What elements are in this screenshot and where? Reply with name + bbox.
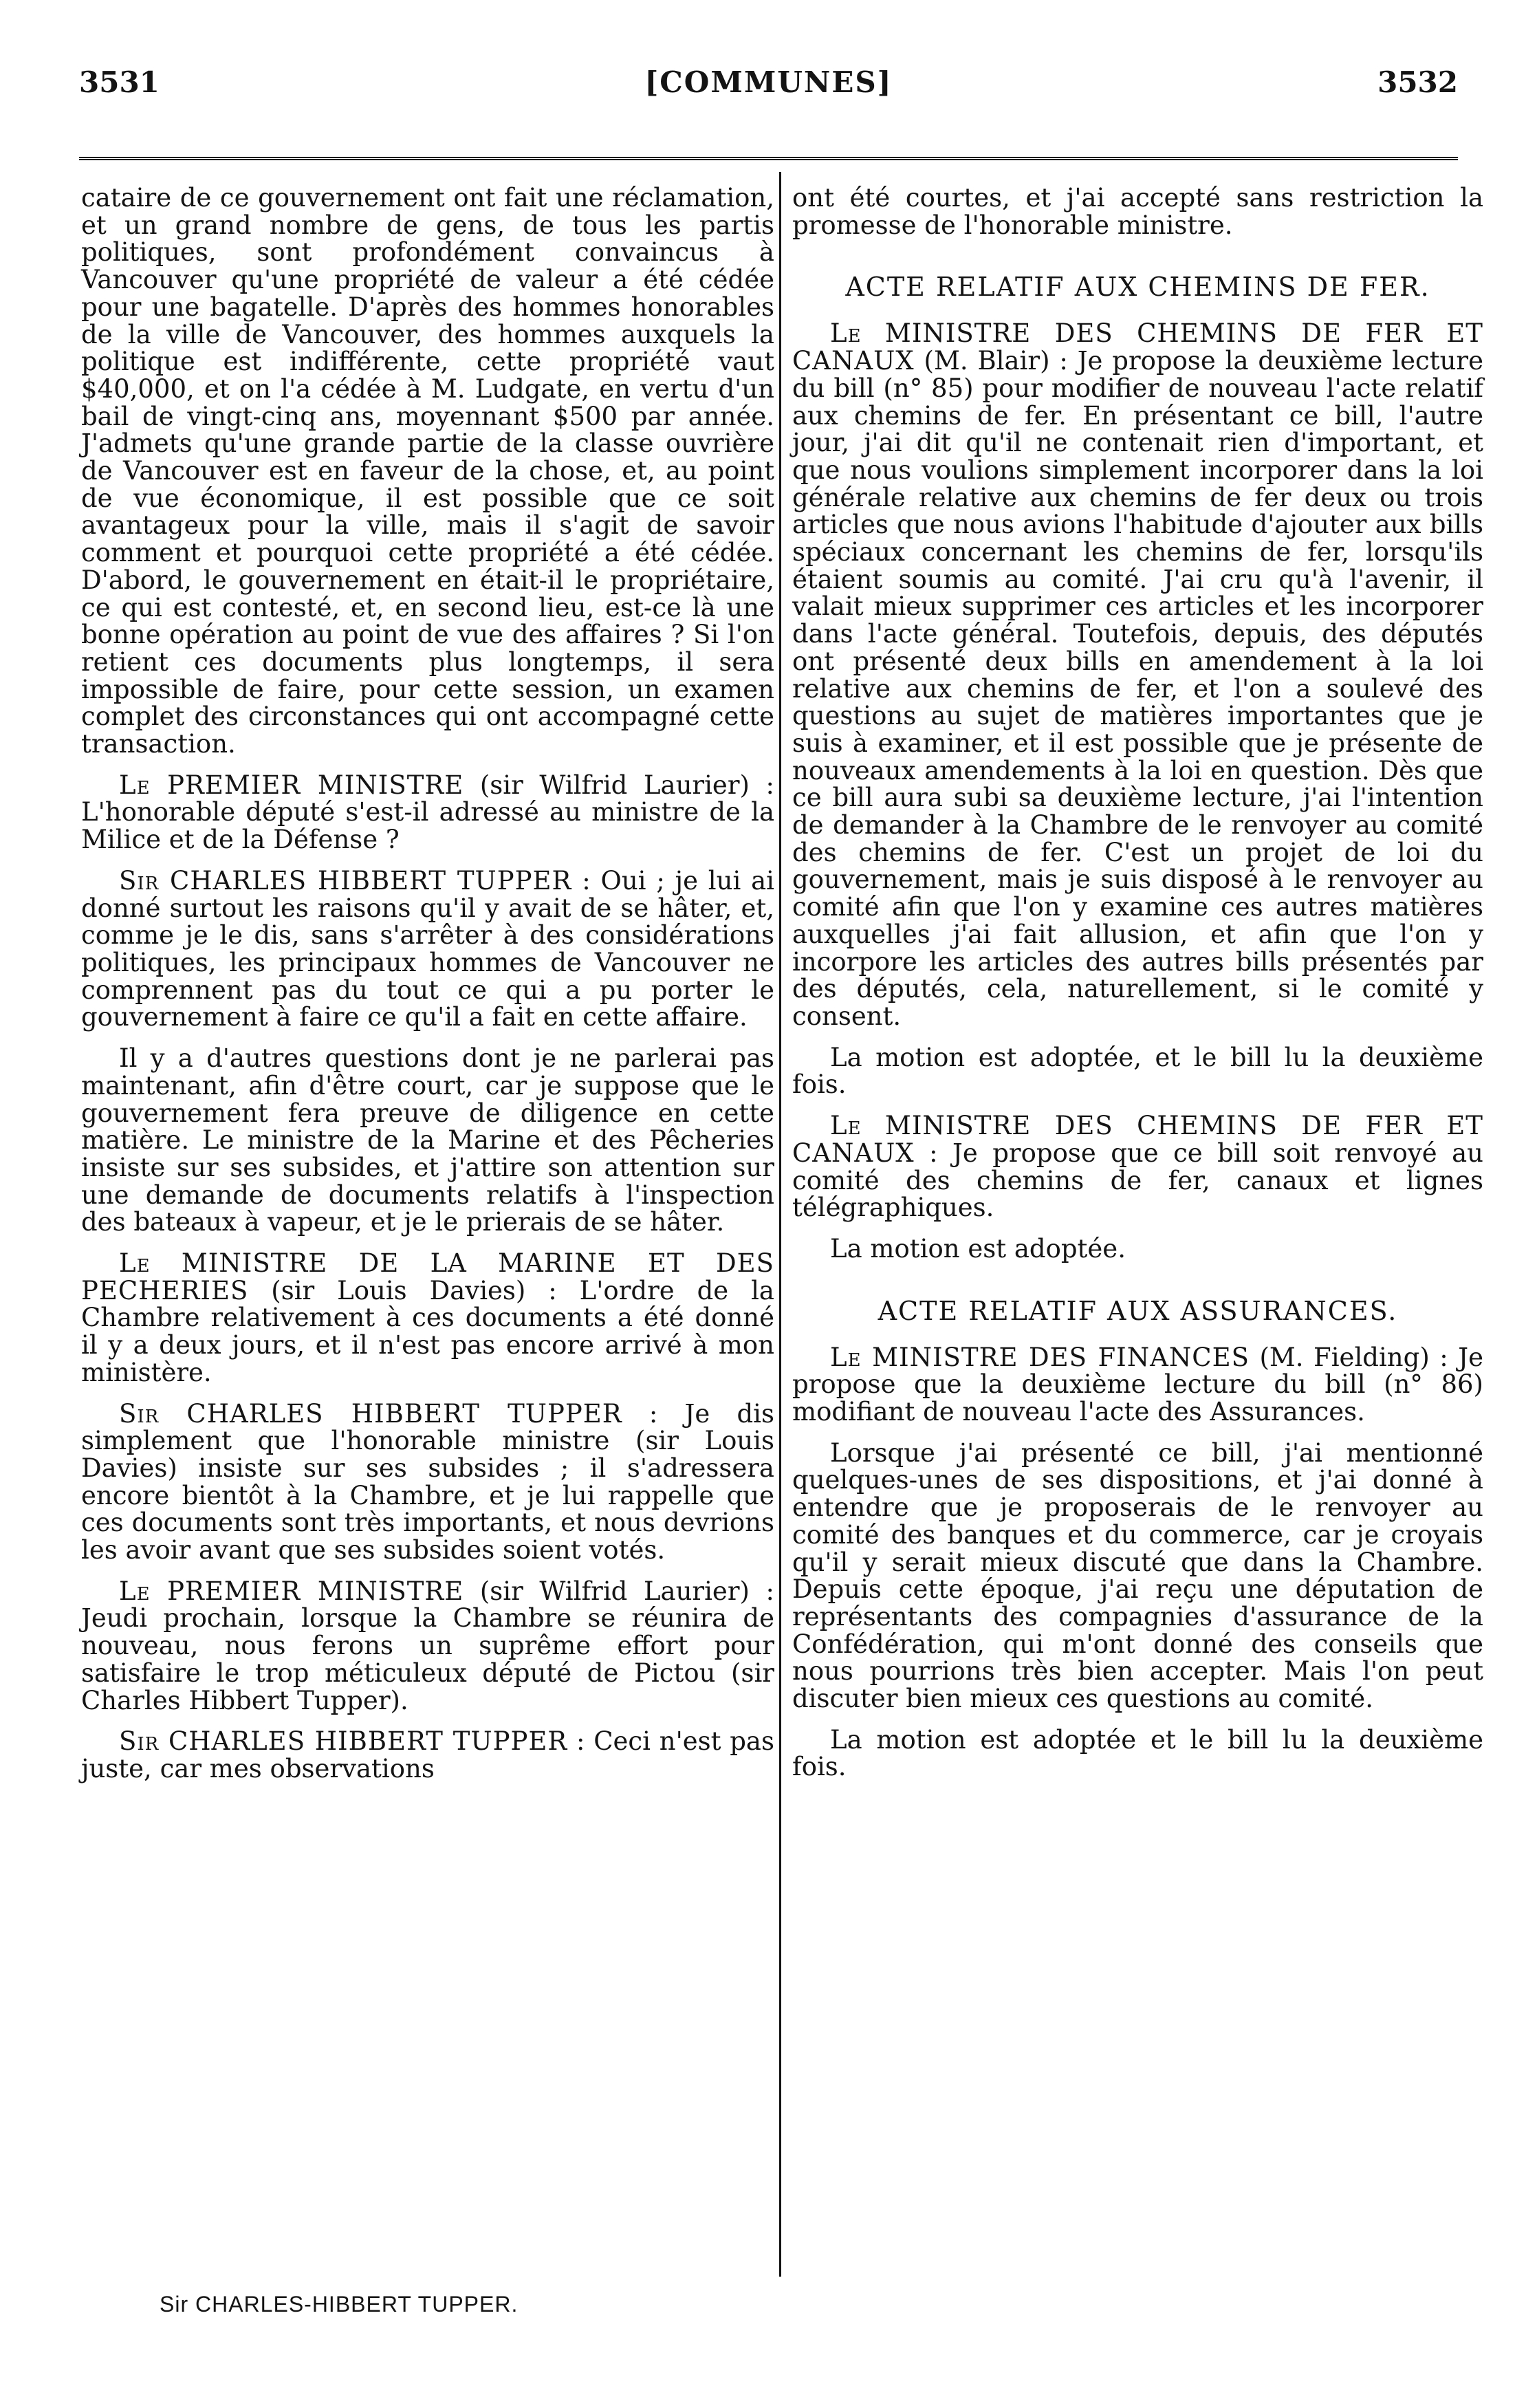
- paragraph: La motion est adoptée et le bill lu la deuxième fois.: [792, 1724, 1483, 1782]
- speech-text: : Ceci n'est pas juste, car mes observations: [81, 1726, 774, 1783]
- paragraph: ont été courtes, et j'ai accepté sans restriction la promesse de l'honorable ministre.: [792, 183, 1483, 240]
- speaker-name: Le MINISTRE DES CHEMINS DE FER ET CANAUX: [792, 318, 1483, 376]
- speaker-name: Le PREMIER MINISTRE: [119, 1576, 464, 1606]
- speech-text: (sir Wilfrid Laurier) : L'honorable député s'est-il adressé au ministre de la Milice et de la Défense ?: [81, 770, 774, 855]
- section-heading: ACTE RELATIF AUX ASSURANCES.: [877, 1295, 1398, 1326]
- speaker-name: Le MINISTRE DE LA MARINE ET DES PECHERIES: [81, 1248, 774, 1305]
- paragraph: [81, 772, 774, 854]
- paragraph: [81, 1250, 774, 1387]
- paragraph: La motion est adoptée, et le bill lu la deuxième fois.: [792, 1042, 1483, 1100]
- speaker-name: Le PREMIER MINISTRE: [119, 770, 464, 800]
- paragraph: [81, 867, 774, 1031]
- paragraph: [81, 1400, 774, 1564]
- speaker-name: Le MINISTRE DES CHEMINS DE FER ET CANAUX: [792, 1111, 1483, 1168]
- paragraph: Lorsque j'ai présenté ce bill, j'ai mentionné quelques-unes de ses dispositions, et j'ai donné à entendre que je proposerais de le renvoyer au comité des banques et du commerce, car je croyais qu'il y serait mieux discuté que dans la Chambre. Depuis cette époque, j'ai reçu une députation de représentants des compagnies d'assurance de la Confédération, qui m'ont donné des conseils que nous pourrions très bien accepter. Mais l'on peut discuter bien mieux ces questions au comité.: [792, 1438, 1483, 1714]
- paragraph: cataire de ce gouvernement ont fait une réclamation, et un grand nombre de gens, de tous les partis politiques, sont profondément convaincus à Vancouver qu'une propriété de valeur a été cédée pour une bagatelle. D'après des hommes honorables de la ville de Vancouver, des hommes auxquels la politique est indifférente, cette propriété vaut $40,000, et on l'a cédée à M. Ludgate, en vertu d'un bail de vingt-cinq ans, moyennant $500 par année. J'admets qu'une grande partie de la classe ouvrière de Vancouver est en faveur de la chose, et, au point de vue économique, il est possible que ce soit avantageux pour la ville, mais il s'agit de savoir comment et pourquoi cette propriété a été cédée. D'abord, le gouvernement en était-il le propriétaire, ce qui est contesté, et, en second lieu, est-ce là une bonne opération au point de vue des affaires ? Si l'on retient ces documents plus longtemps, il sera impossible de faire, pour cette session, un examen complet des circonstances qui ont accompagné cette transaction.: [81, 183, 774, 759]
- paragraph: [81, 1728, 774, 1782]
- column-divider: [779, 172, 781, 2277]
- paragraph: [81, 1578, 774, 1715]
- speaker-name: Le MINISTRE DES FINANCES: [830, 1342, 1250, 1372]
- paragraph: [792, 1344, 1483, 1426]
- speech-text: : Oui ; je lui ai donné surtout les raisons qu'il y avait de se hâter, et, comme je le dis, sans s'arrêter à des considérations politiques, les principaux hommes de Vancouver ne comprennent pas du tout ce qui a pu porter le gouvernement à faire ce qu'il a fait en cette affaire.: [81, 865, 774, 1032]
- paragraph: La motion est adoptée.: [830, 1233, 1126, 1263]
- speech-text: (sir Wilfrid Laurier) : Jeudi prochain, lorsque la Chambre se réunira de nouveau, nous ferons un suprême effort pour satisfaire le trop méticuleux député de Pictou (sir Charles Hibbert Tupper).: [81, 1576, 774, 1715]
- right-column: [792, 184, 1483, 1794]
- paragraph: [792, 320, 1483, 1030]
- running-footer: Sir CHARLES-HIBBERT TUPPER.: [160, 2292, 519, 2317]
- speaker-name: Sir CHARLES HIBBERT TUPPER: [119, 1398, 622, 1429]
- page-number-left: 3531: [79, 65, 160, 99]
- speech-text: (M. Blair) : Je propose la deuxième lecture du bill (n° 85) pour modifier de nouveau l'acte relatif aux chemins de fer. En présentant ce bill, l'autre jour, j'ai dit qu'il ne contenait rien d'important, et que nous voulions simplement incorporer dans la loi générale relative aux chemins de fer deux ou trois articles que nous avions l'habitude d'ajouter aux bills spéciaux concernant les chemins de fer, lorsqu'ils étaient soumis au comité. J'ai cru qu'à l'avenir, il valait mieux supprimer ces articles et les incorporer dans l'acte général. Toutefois, depuis, des députés ont présenté deux bills en amendement à la loi relative aux chemins de fer, et l'on a soulevé des questions au sujet de matières importantes que je suis à examiner, et il est possible que je présente de nouveaux amendements à la loi en question. Dès que ce bill aura subi sa deuxième lecture, j'ai l'intention de demander à la Chambre de le renvoyer au comité des chemins de fer. C'est un projet de loi du gouvernement, mais je suis disposé à le renvoyer au comité afin que l'on y examine ces autres matières auxquelles j'ai fait allusion, et afin que l'on y incorpore les articles des autres bills présentés par des députés, cela, naturellement, si le comité y consent.: [792, 346, 1483, 1031]
- speaker-name: Sir CHARLES HIBBERT TUPPER: [119, 865, 572, 896]
- page-number-right: 3532: [1377, 65, 1458, 99]
- speaker-name: Sir CHARLES HIBBERT TUPPER: [119, 1726, 568, 1757]
- paragraph: Il y a d'autres questions dont je ne parlerai pas maintenant, afin d'être court, car je suppose que le gouvernement fera preuve de diligence en cette matière. Le ministre de la Marine et des Pêcheries insiste sur ses subsides, et j'attire son attention sur une demande de documents relatifs à l'inspection des bateaux à vapeur, et je le prierais de se hâter.: [81, 1043, 774, 1237]
- speech-text: : Je propose que ce bill soit renvoyé au comité des chemins de fer, canaux et lignes télégraphiques.: [792, 1138, 1483, 1223]
- page-header: [79, 65, 1458, 113]
- speech-text: (M. Fielding) : Je propose que la deuxième lecture du bill (n° 86) modifiant de nouveau l'acte des Assurances.: [792, 1342, 1483, 1427]
- speech-text: (sir Louis Davies) : L'ordre de la Chambre relativement à ces documents a été donné il y a deux jours, et il n'est pas encore arrivé à mon ministère.: [81, 1275, 774, 1387]
- left-column: [81, 184, 774, 1797]
- speech-text: : Je dis simplement que l'honorable ministre (sir Louis Davies) insiste sur ses subsides ; il s'adressera encore bientôt à la Chambre, et je lui rappelle que ces documents sont très importants, et nous devrions les avoir avant que ses subsides soient votés.: [81, 1398, 774, 1565]
- section-heading: ACTE RELATIF AUX CHEMINS DE FER.: [845, 272, 1430, 303]
- header-rule: [79, 157, 1458, 160]
- page-title: [COMMUNES]: [644, 65, 893, 99]
- paragraph: [792, 1112, 1483, 1222]
